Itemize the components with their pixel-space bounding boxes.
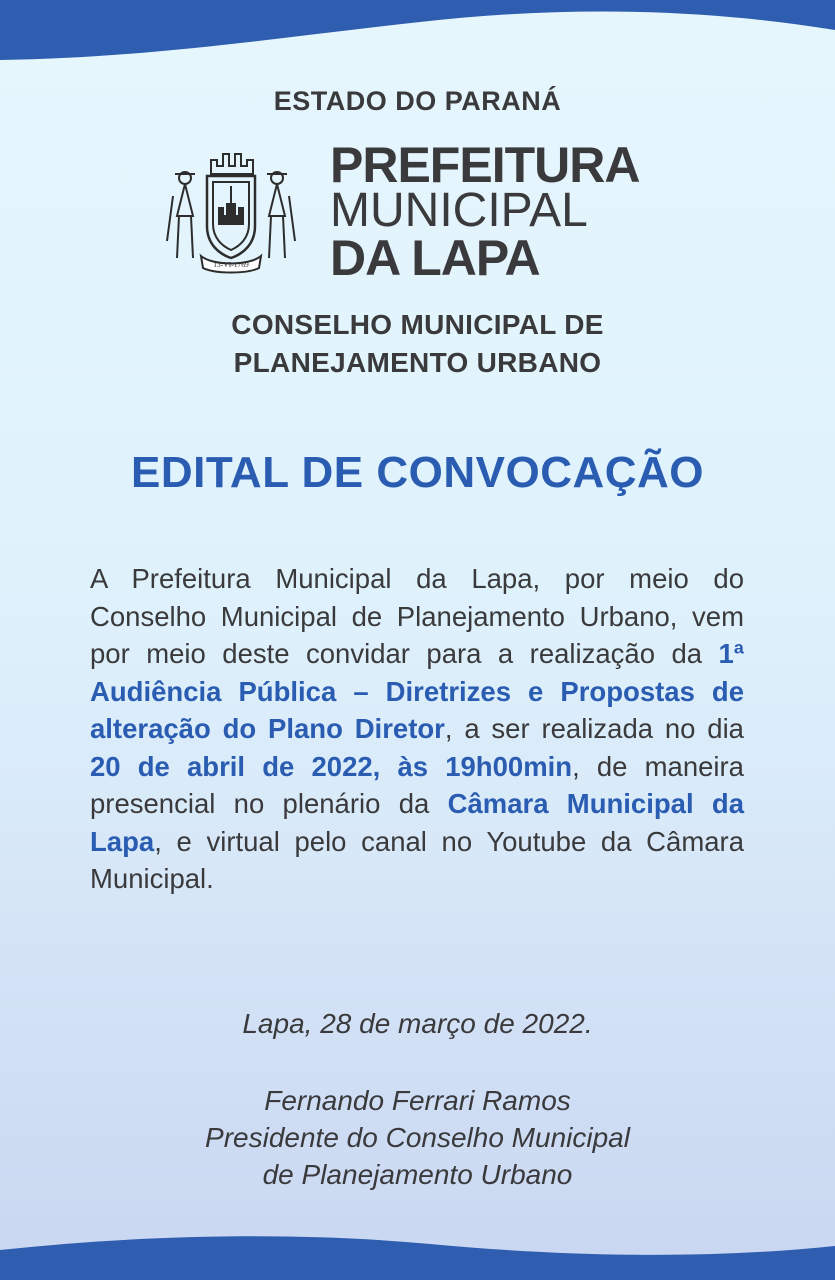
event-name: 1ª Audiência Pública – Diretrizes e Propostas de alteração do Plano Diretor	[90, 638, 744, 744]
council-line-1: CONSELHO MUNICIPAL DE	[231, 309, 604, 340]
body-text-3: , de maneira presencial no plenário da	[90, 750, 744, 819]
brand-line-2: MUNICIPAL	[330, 184, 588, 237]
place-and-date: Lapa, 28 de março de 2022.	[242, 1008, 593, 1039]
crest-date: 13-VI-1769	[213, 260, 249, 269]
document-title: EDITAL DE CONVOCAÇÃO	[130, 448, 705, 497]
body-text-2: , a ser realizada no dia	[444, 713, 744, 744]
body-text-4: , e virtual pelo canal no Youtube da Câmara Municipal.	[90, 825, 744, 894]
signature-block	[0, 1082, 835, 1193]
signer-role-line-2: de Planejamento Urbano	[262, 1159, 573, 1190]
signer-name: Fernando Ferrari Ramos	[264, 1085, 571, 1116]
state-heading: ESTADO DO PARANÁ	[273, 86, 562, 116]
body-text-1: A Prefeitura Municipal da Lapa, por meio do Conselho Municipal de Planejamento Urbano, vem por meio deste convidar para a realização da	[90, 563, 744, 669]
signer-role-line-1: Presidente do Conselho Municipal	[205, 1122, 630, 1153]
notice-body	[90, 560, 744, 898]
coat-of-arms-icon	[163, 146, 298, 276]
municipality-logo-text	[330, 137, 640, 286]
event-datetime: 20 de abril de 2022, às 19h00min	[90, 750, 573, 782]
council-line-2: PLANEJAMENTO URBANO	[233, 347, 602, 378]
top-wave-decoration	[0, 0, 835, 70]
bottom-wave-decoration	[0, 1220, 835, 1280]
event-venue: Câmara Municipal da Lapa	[90, 788, 744, 857]
brand-line-1: PREFEITURA	[330, 137, 640, 193]
council-heading	[0, 306, 835, 382]
brand-line-3: DA LAPA	[330, 230, 540, 286]
